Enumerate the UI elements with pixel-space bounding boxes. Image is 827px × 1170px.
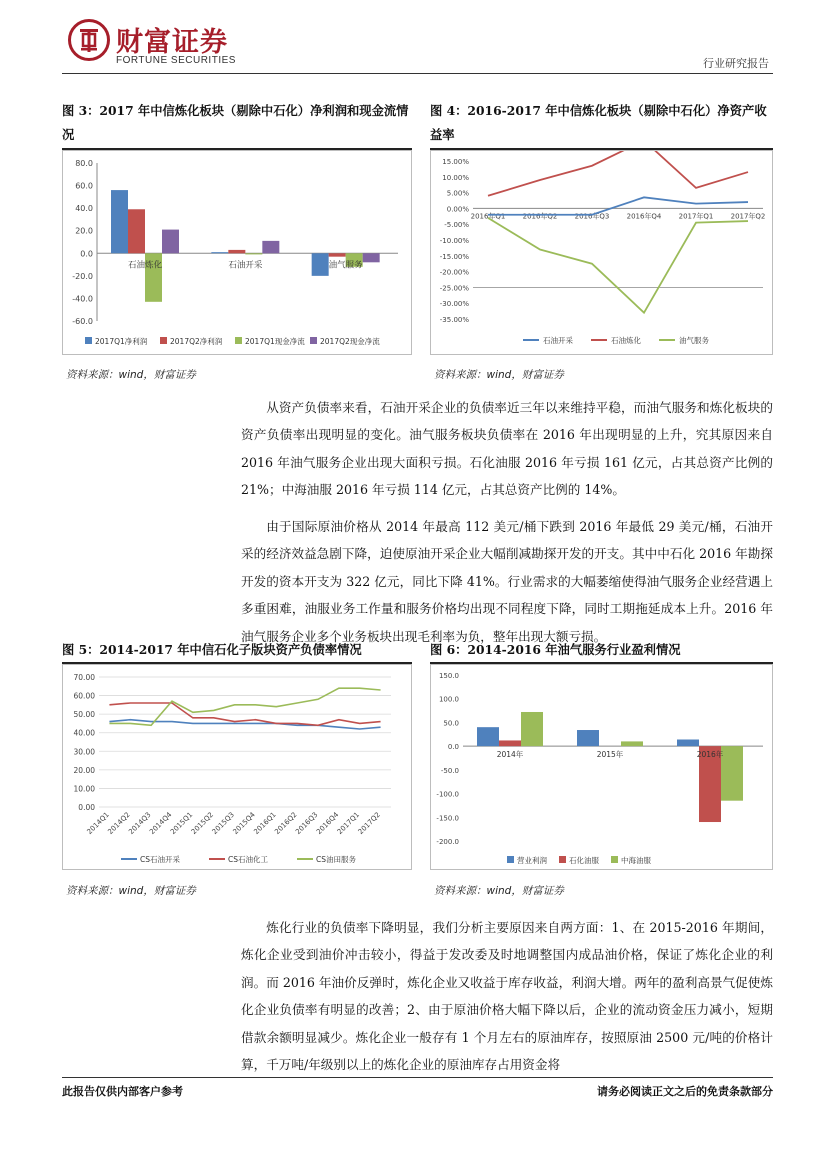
fig4-title: 图 4：2016-2017 年中信炼化板块（剔除中石化）净资产收益率 [430,103,767,142]
fig6-bar [499,740,521,746]
fig5-x-label: 2015Q4 [231,810,257,837]
brand-logo [68,19,110,61]
fig3-bar [245,253,262,254]
fig4-source: 资料来源：wind，财富证券 [434,369,564,381]
fig4-y-tick-label: -5.00% [444,221,469,230]
fig5-legend-label: CS油田服务 [316,855,356,864]
fig6-y-tick-label: -50.0 [440,766,459,775]
fig3-bar [329,253,346,256]
fig5-x-label: 2016Q4 [314,810,341,837]
fig6-y-tick-label: 150.0 [438,672,459,680]
fig3-bar [262,241,279,253]
fig5-y-tick-label: 70.00 [73,673,95,682]
fig5-y-tick-label: 60.00 [73,691,95,701]
fig4-x-label: 2017年Q2 [730,212,766,221]
fig6-source: 资料来源：wind，财富证券 [434,885,564,897]
fig5-x-label: 2016Q3 [294,810,320,837]
fig4-y-tick-label: 5.00% [446,189,469,198]
fig6-legend-swatch [611,856,618,863]
fig3-y-tick-label: 0.0 [80,249,93,259]
fig4-x-label: 2016年Q1 [470,212,506,221]
fig4-legend-label: 石油开采 [543,336,573,345]
fig6-y-tick-label: 100.0 [438,695,459,704]
fig3-y-tick-label: 80.0 [75,159,93,168]
fig5-x-label: 2015Q1 [168,810,195,837]
fig6-title: 图 6：2014-2016 年油气服务行业盈利情况 [430,642,681,657]
fig4-y-tick-label: 15.00% [442,158,469,166]
fig6-x-label: 2015年 [596,750,624,760]
fig3-bar [363,253,380,262]
fig6-y-tick-label: -200.0 [436,838,459,846]
fig4-y-tick-label: -30.00% [439,300,469,309]
fig5-x-label: 2017Q1 [335,810,362,837]
fig5-x-label: 2015Q3 [210,810,236,837]
fig3-legend-swatch [85,337,92,344]
fig4-chart-svg [431,151,772,354]
fig5-y-tick-label: 20.00 [73,765,95,775]
fig4-y-tick-label: 10.00% [442,173,469,182]
paragraph-2: 由于国际原油价格从 2014 年最高 112 美元/桶下跌到 2016 年最低 29 美元/桶，石油开采的经济效益急剧下降，迫使原油开采企业大幅削减勘探开发的开支。其中中石化 2016 年勘探开发的资本开支为 322 亿元，同比下降 41%。行业需求的大幅萎缩使得油气服务企业经营遇上多重困难，油服业务工作量和服务价格均出现不同程度下降，同时工期拖延成本上升。2016 年油气服务企业多个业务板块出现毛利率为负，整年出现大额亏损。 [241,519,773,644]
fig3-legend-swatch [310,337,317,344]
fig3-bar [128,209,145,253]
fig6-x-label: 2014年 [496,750,524,760]
fig5-x-label: 2014Q1 [85,810,111,837]
fig3-chart-svg [63,151,411,354]
fig6-chart-svg [431,665,772,869]
fig6-bar [577,730,599,746]
fig6-bar [721,746,743,801]
fig5-x-label: 2014Q3 [127,810,153,837]
header-divider [62,73,773,74]
fig6-legend-swatch [559,856,566,863]
fig5-y-tick-label: 0.00 [78,803,95,812]
fig4-series-line [488,218,748,313]
fig6-legend-label: 中海油服 [621,856,651,865]
fig3-x-label: 石油开采 [228,260,263,271]
fig3-y-tick-label: -40.0 [72,294,93,304]
fig3-y-tick-label: -20.0 [72,271,93,281]
fig3-y-tick-label: -60.0 [72,317,93,326]
fig3-legend-label: 2017Q1现金净流 [245,337,305,346]
fig6-y-tick-label: 50.0 [443,719,459,728]
fig3-legend-label: 2017Q1净利润 [95,337,148,346]
fig3-bar [228,250,245,253]
paragraph-3: 炼化行业的负债率下降明显，我们分析主要原因来自两方面：1、在 2015-2016 年期间，炼化企业受到油价冲击较小，得益于发改委及时地调整国内成品油价格，保证了炼化企业的利润。而 2016 年油价反弹时，炼化企业又收益于库存收益，利润大增。两年的盈利高景气促使炼化企业负债率有明显的改善；2、由于原油价格大幅下降以后，企业的流动资金压力减小，短期借款余额明显减少。炼化企业一般存有 1 个月左右的原油库存，按照原油 2500 元/吨的价格计算，千万吨/年级别以上的炼化企业的原油库存占用资金将 [241,920,773,1073]
fig3-y-tick-label: 40.0 [75,204,93,214]
fig3-source: 资料来源：wind，财富证券 [66,369,196,381]
fig6-bar [477,727,499,746]
fig4-x-label: 2017年Q1 [678,212,714,221]
fig5-y-tick-label: 30.00 [73,747,95,757]
fig6-bar [621,741,643,746]
logo-mark-icon [71,22,107,58]
fig6-legend-swatch [507,856,514,863]
report-type: 行业研究报告 [703,57,769,70]
fig6-bar [677,740,699,747]
fig6-y-tick-label: 0.0 [447,743,459,752]
fig3-legend-label: 2017Q2净利润 [170,337,223,346]
fig5-x-label: 2014Q2 [106,810,132,837]
fig5-x-label: 2015Q2 [189,810,216,837]
fig4-x-label: 2016年Q2 [522,212,558,221]
fig3-title: 图 3：2017 年中信炼化板块（剔除中石化）净利润和现金流情况 [62,103,409,142]
fig3-x-label: 油气服务 [328,260,363,271]
fig3-legend-swatch [235,337,242,344]
fig6-chart [430,664,773,870]
footer-divider [62,1077,773,1078]
fig3-chart [62,150,412,355]
fig6-bar [521,712,543,746]
fig5-legend-label: CS石油化工 [228,855,268,864]
fig4-y-tick-label: 0.00% [446,205,469,214]
fig5-x-label: 2017Q2 [356,810,382,837]
fig3-legend-label: 2017Q2现金净流 [320,337,380,346]
fig6-y-tick-label: -100.0 [436,790,459,799]
footer-left: 此报告仅供内部客户参考 [62,1085,183,1098]
fig5-y-tick-label: 50.00 [73,710,95,720]
fig5-legend-label: CS石油开采 [140,855,180,864]
fig5-title: 图 5：2014-2017 年中信石化子版块资产负债率情况 [62,642,362,657]
fig5-chart [62,664,412,870]
fig5-x-label: 2014Q4 [148,810,174,837]
fig5-chart-svg [63,665,411,869]
fig6-y-tick-label: -150.0 [436,814,459,823]
fig3-bar [111,190,128,253]
fig6-legend-label: 石化油服 [569,856,599,865]
fig4-x-label: 2016年Q3 [574,212,610,221]
fig5-x-label: 2016Q1 [252,810,278,837]
fig4-y-tick-label: -35.00% [439,316,469,324]
fig3-bar [211,252,228,253]
fig4-y-tick-label: -10.00% [439,237,469,245]
fig4-legend-label: 石油炼化 [611,336,641,345]
fig4-chart [430,150,773,355]
brand-name-en: FORTUNE SECURITIES [116,55,236,66]
fig4-series-line [488,151,748,196]
fig4-y-tick-label: -25.00% [439,284,469,293]
fig3-legend-swatch [160,337,167,344]
fig5-y-tick-label: 40.00 [73,728,95,738]
fig5-x-label: 2016Q2 [273,810,299,837]
fig4-y-tick-label: -15.00% [439,252,469,261]
brand-name-cn: 财富证券 [116,27,228,58]
fig6-legend-label: 营业利润 [517,856,547,865]
fig3-bar [312,253,329,276]
fig6-x-label: 2016年 [696,750,724,760]
fig3-x-label: 石油炼化 [127,260,163,271]
footer-right: 请务必阅读正文之后的免责条款部分 [597,1085,773,1098]
fig3-bar [162,230,179,254]
fig4-legend-label: 油气服务 [679,336,709,345]
fig5-y-tick-label: 10.00 [73,784,95,794]
fig4-x-label: 2016年Q4 [626,212,662,221]
fig3-y-tick-label: 60.0 [75,181,93,191]
fig4-y-tick-label: -20.00% [439,268,469,277]
paragraph-1: 从资产负债率来看，石油开采企业的负债率近三年以来维持平稳，而油气服务和炼化板块的资产负债率出现明显的变化。油气服务板块负债率在 2016 年出现明显的上升，究其原因来自 2016 年油气服务企业出现大面积亏损。石化油服 2016 年亏损 161 亿元，占其总资产比例的 21%；中海油服 2016 年亏损 114 亿元，占其总资产比例的 14%。 [241,400,773,498]
fig5-source: 资料来源：wind，财富证券 [66,885,196,897]
fig3-y-tick-label: 20.0 [75,226,93,236]
